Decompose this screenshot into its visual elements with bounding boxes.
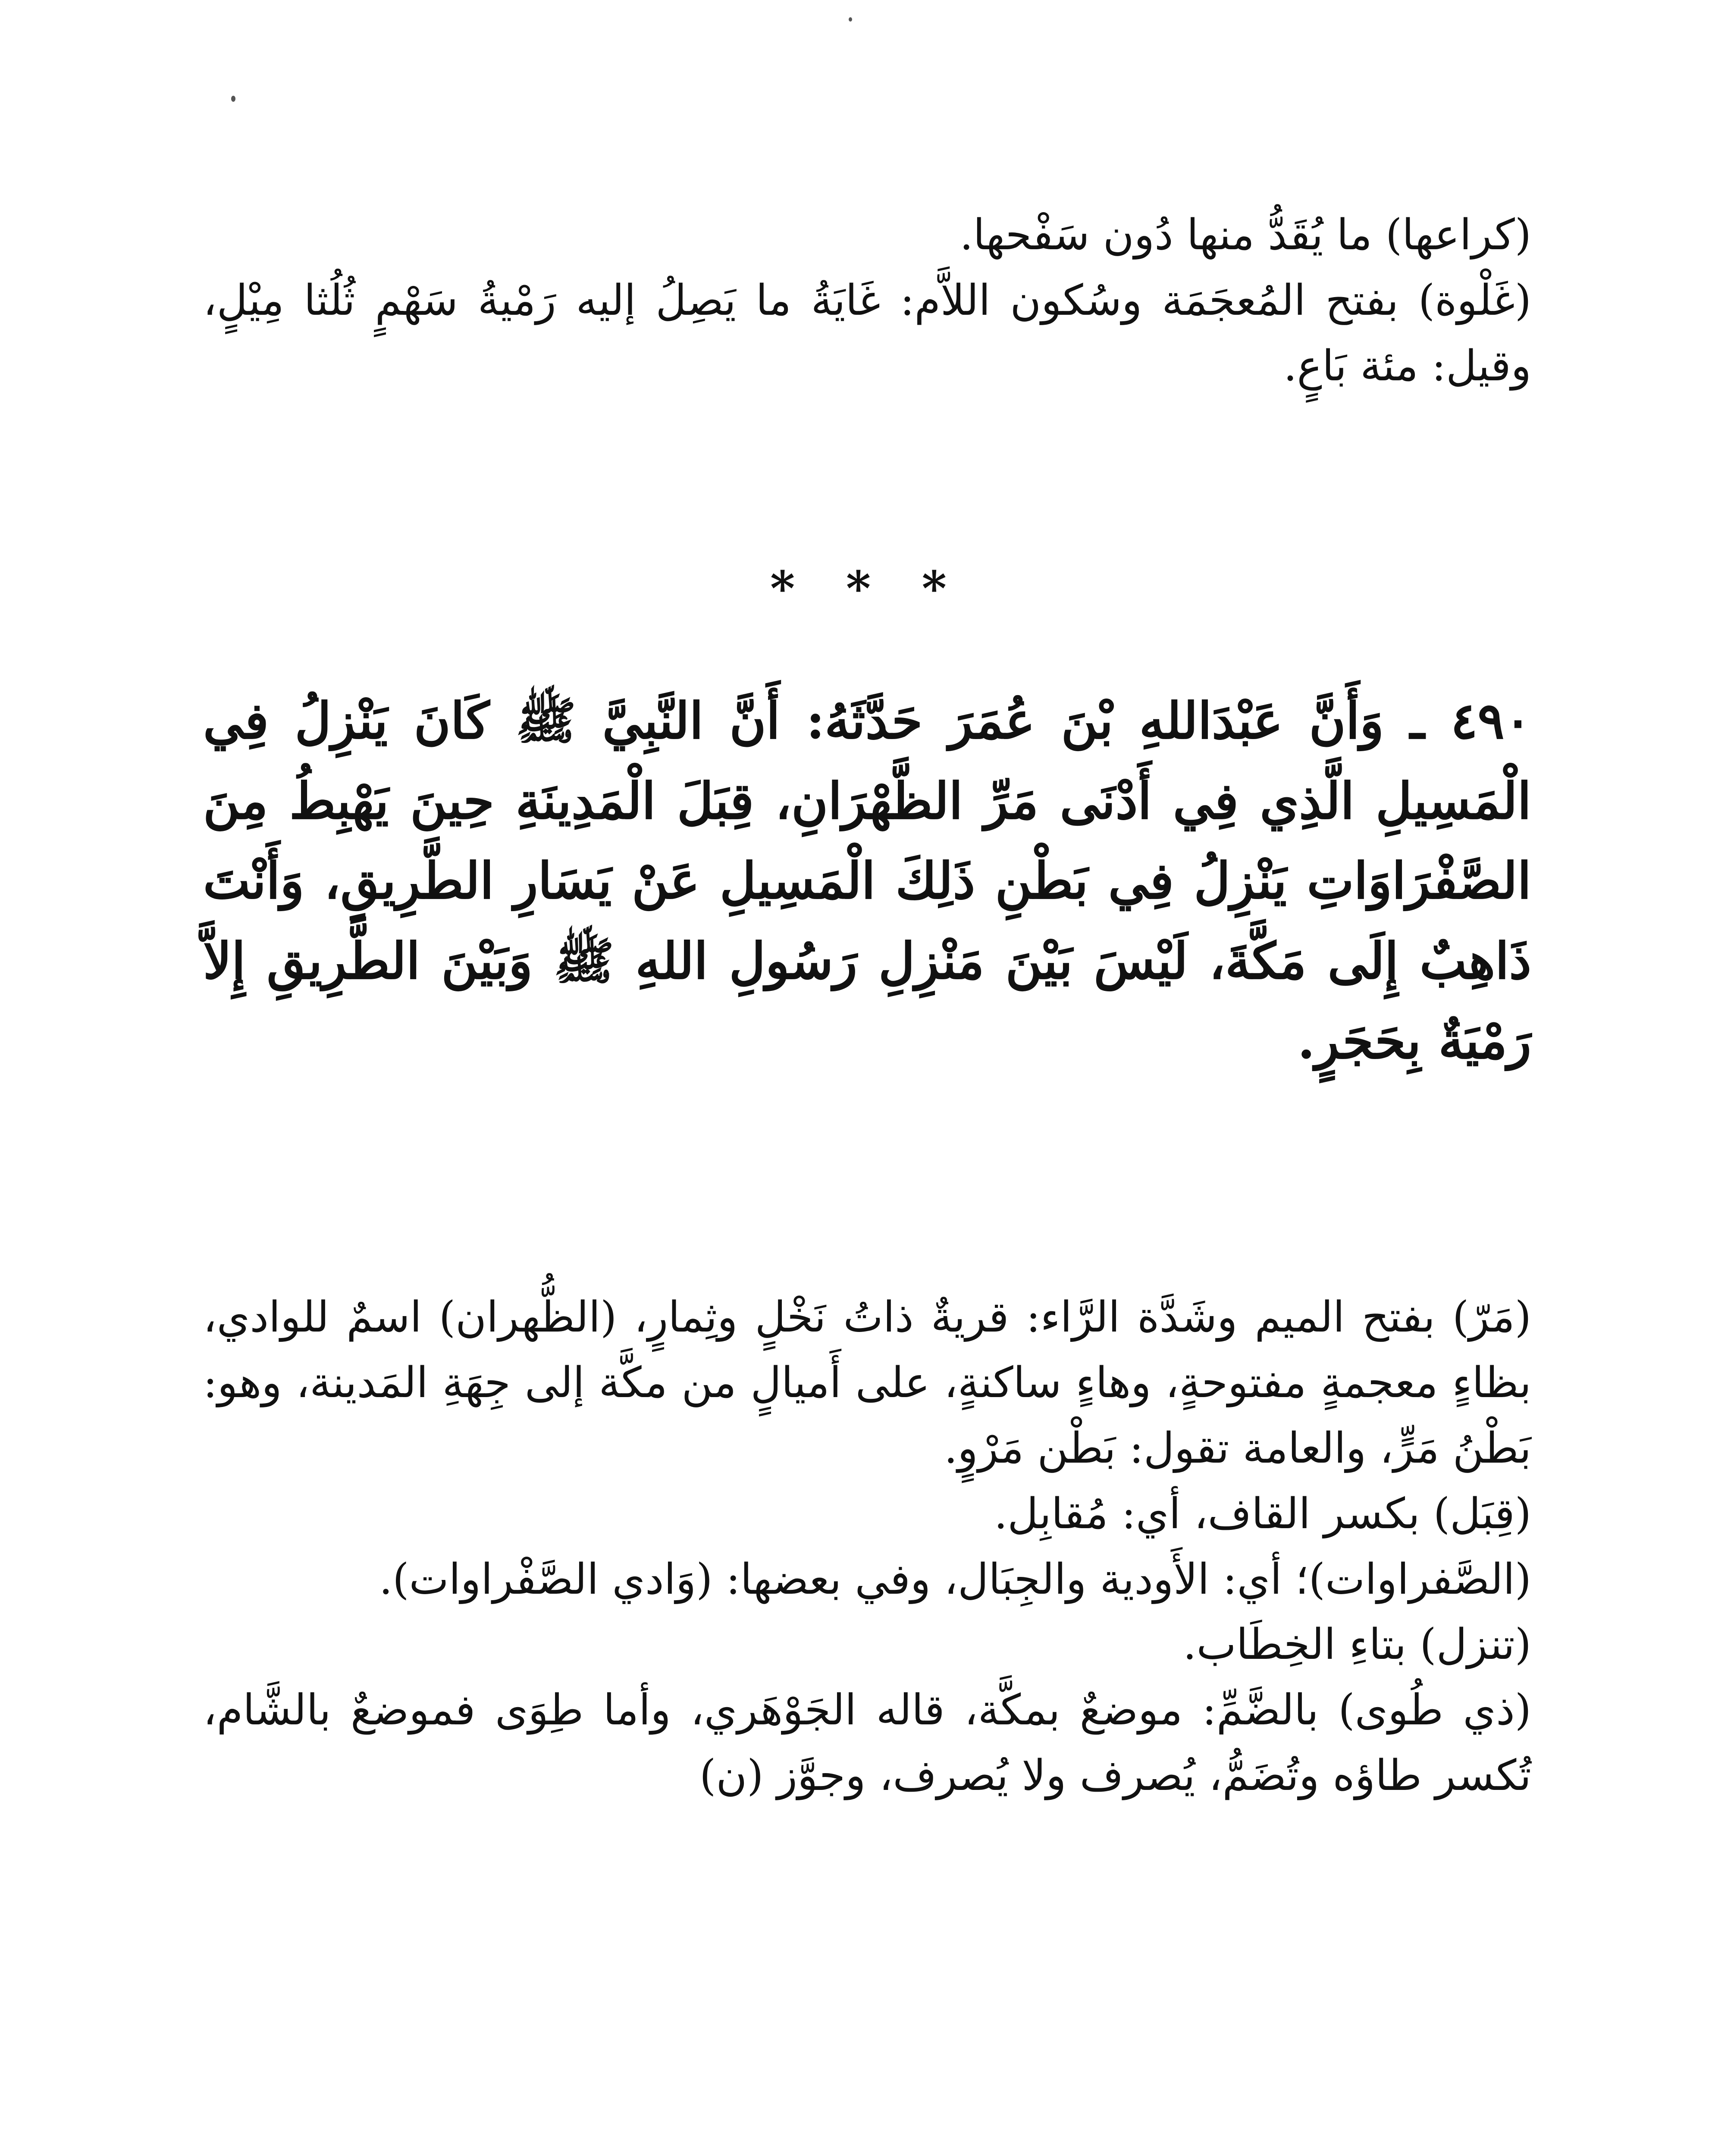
- commentary-line-tanzil: (تنزل) بتاءِ الخِطَاب.: [1183, 1620, 1531, 1670]
- commentary-line-qibal: (قِبَل) بكسر القاف، أي: مُقابِل.: [994, 1489, 1531, 1539]
- commentary-line-kuraaha: (كراعها) ما يُقَدُّ منها دُون سَفْحها.: [960, 210, 1531, 260]
- hadith-text: ٤٩٠ ـ وَأَنَّ عَبْدَاللهِ بْنَ عُمَرَ حَدَّثَهُ: أَنَّ النَّبِيَّ ﷺ كَانَ يَنْزِلُ فِي الْمَسِيلِ الَّذِي فِي أَدْنَى مَرِّ الظَّهْرَانِ، قِبَلَ الْمَدِينَةِ حِينَ يَهْبِطُ مِنَ الصَّفْرَاوَاتِ يَنْزِلُ فِي بَطْنِ ذَلِكَ الْمَسِيلِ عَنْ يَسَارِ الطَّرِيقِ، وَأَنْتَ ذَاهِبٌ إِلَى مَكَّةَ، لَيْسَ بَيْنَ مَنْزِلِ رَسُولِ اللهِ ﷺ وَبَيْنَ الطَّرِيقِ إِلاَّ رَمْيَةٌ بِحَجَرٍ.: [203, 692, 1531, 1071]
- scan-speck: [231, 96, 235, 102]
- hadith-490: [203, 681, 1531, 1081]
- commentary-line-marr: (مَرّ) بفتح الميم وشَدَّة الرَّاء: قريةٌ ذاتُ نَخْلٍ وثِمارٍ، (الظُّهران) اسمٌ للوادي، بظاءٍ معجمةٍ مفتوحةٍ، وهاءٍ ساكنةٍ، على أَميالٍ من مكَّة إلى جِهَةِ المَدينة، وهو: بَطْنُ مَرٍّ، والعامة تقول: بَطْن مَرْوٍ.: [203, 1293, 1531, 1473]
- commentary-line-dhi-tuwa: (ذي طُوى) بالضَّمِّ: موضعٌ بمكَّة، قاله الجَوْهَري، وأما طِوَى فموضعٌ بالشَّام، تُكسر طاؤه وتُضَمُّ، يُصرف ولا يُصرف، وجوَّز (ن): [203, 1686, 1531, 1801]
- scan-speck: [849, 17, 852, 22]
- commentary-line-ghalwa: (غَلْوة) بفتح المُعجَمَة وسُكون اللاَّم: غَايَةُ ما يَصِلُ إليه رَمْيةُ سَهْمٍ ثُلُثا مِيْلٍ، وقيل: مئة بَاعٍ.: [203, 276, 1531, 391]
- section-separator: * * *: [770, 561, 964, 616]
- commentary-line-safrawat: (الصَّفراوات)؛ أي: الأَودية والجِبَال، وفي بعضها: (وَادي الصَّفْراوات).: [379, 1554, 1531, 1604]
- top-commentary: [203, 203, 1531, 399]
- bottom-commentary: [203, 1285, 1531, 1809]
